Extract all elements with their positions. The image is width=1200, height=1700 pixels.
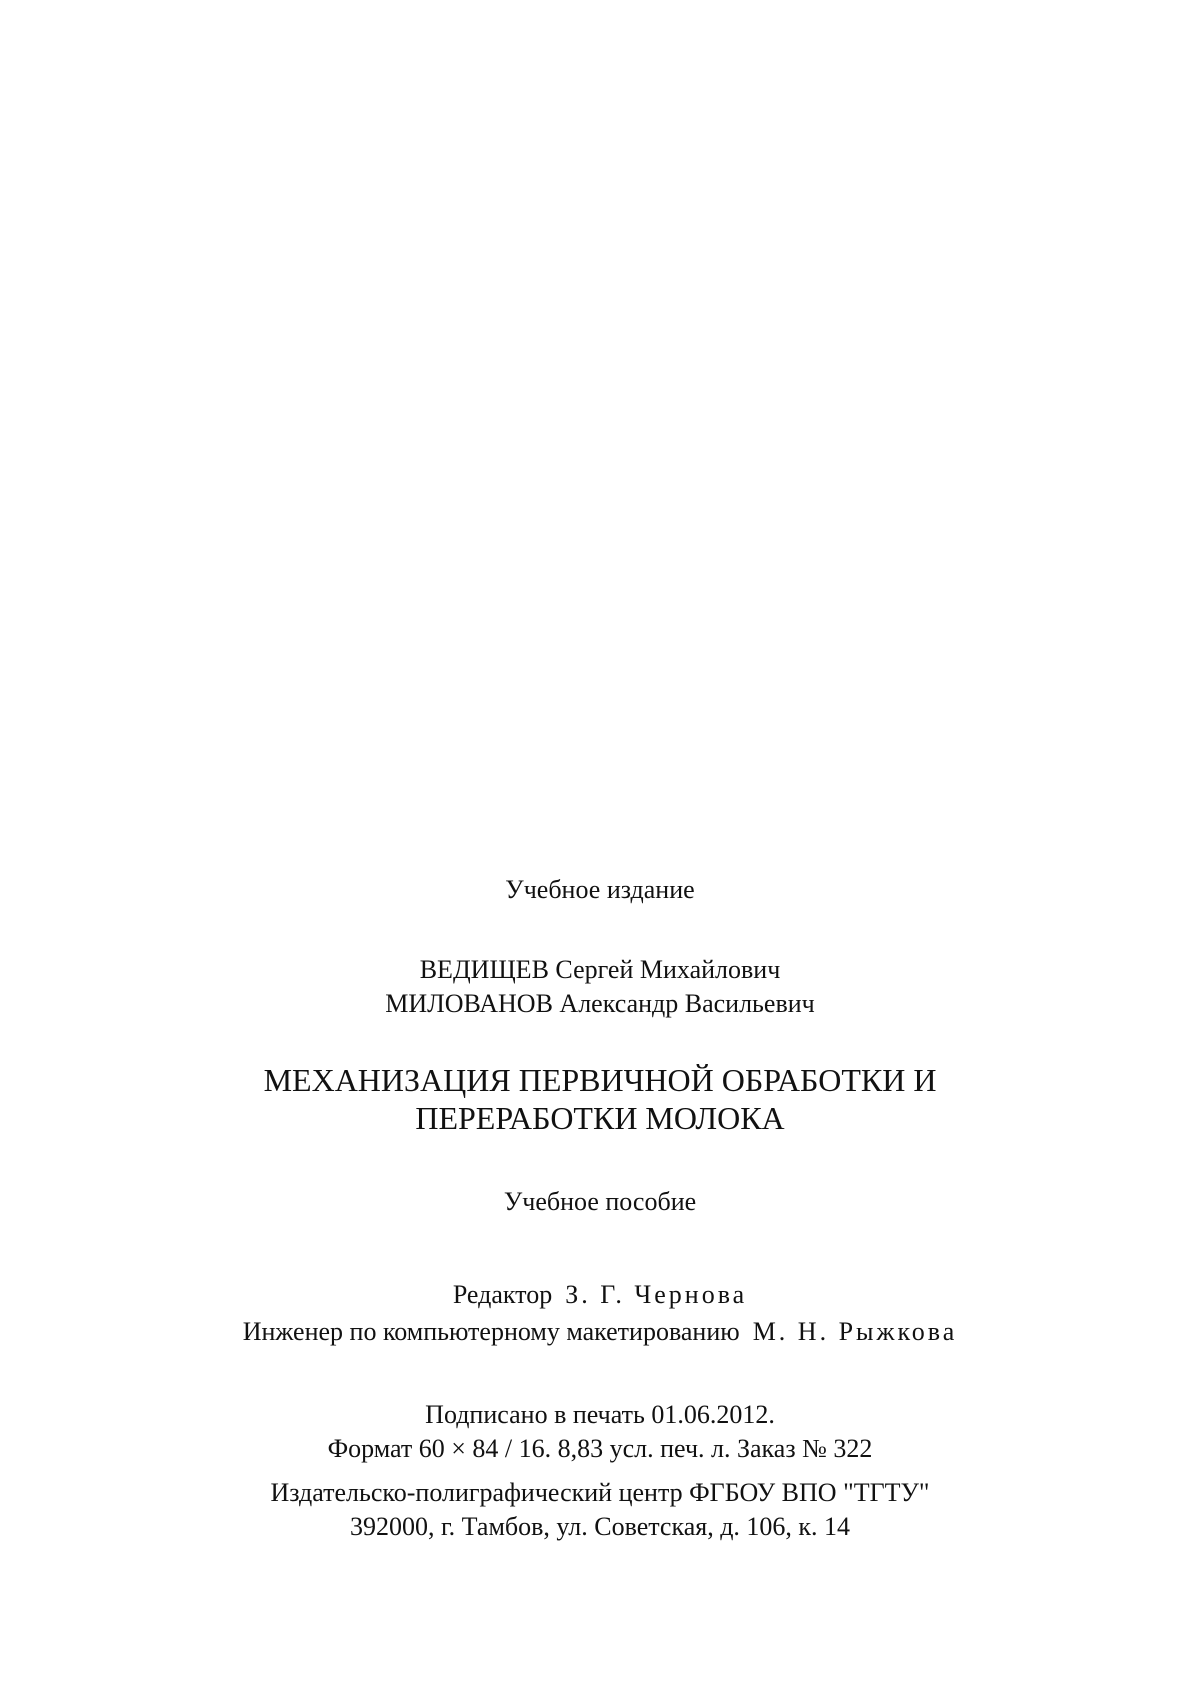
editor-credit xyxy=(0,1282,1200,1308)
book-kind: Учебное пособие xyxy=(503,1187,697,1216)
publisher-name: Издательско-полиграфический центр ФГБОУ ВПО "ТГТУ" xyxy=(270,1478,930,1507)
layout-engineer-name: М. Н. Рыжкова xyxy=(752,1317,958,1346)
book-title-line: ПЕРЕРАБОТКИ МОЛОКА xyxy=(415,1100,785,1136)
publisher-address: 392000, г. Тамбов, ул. Советская, д. 106, к. 14 xyxy=(349,1512,851,1541)
layout-engineer-label: Инженер по компьютерному макетированию xyxy=(242,1317,740,1346)
editor-name: З. Г. Чернова xyxy=(565,1280,748,1309)
print-format: Формат 60 × 84 / 16. 8,83 усл. печ. л. Заказ № 322 xyxy=(327,1434,873,1463)
author-name: ВЕДИЩЕВ Сергей Михайлович xyxy=(419,955,781,984)
layout-engineer-credit xyxy=(0,1319,1200,1345)
signed-to-print: Подписано в печать 01.06.2012. xyxy=(425,1400,775,1429)
book-title-line: МЕХАНИЗАЦИЯ ПЕРВИЧНОЙ ОБРАБОТКИ И xyxy=(263,1062,937,1098)
edition-type: Учебное издание xyxy=(505,875,695,904)
author-name: МИЛОВАНОВ Александр Васильевич xyxy=(385,989,815,1018)
editor-label: Редактор xyxy=(452,1280,553,1309)
